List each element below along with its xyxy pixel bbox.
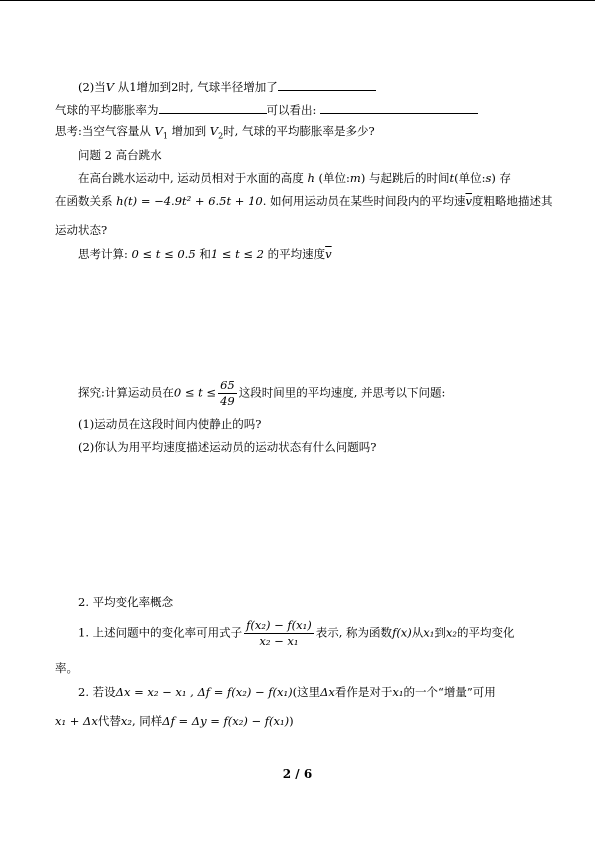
question-2 [78, 439, 376, 455]
text: (这里 [292, 685, 321, 699]
math-var: Δx [320, 685, 335, 699]
math-sub: 2 [218, 131, 224, 141]
math-var: $\overline{v}$ [325, 247, 332, 261]
math-sub: 1 [162, 131, 168, 141]
line-explore [78, 378, 445, 409]
line-think-calc [78, 246, 332, 262]
math-var: V [105, 80, 115, 94]
denominator: x₂ − x₁ [259, 634, 299, 648]
math-formula: Δf = Δy = f(x₂) − f(x₁) [162, 714, 290, 728]
question-1 [78, 416, 261, 432]
line-think-balloon [55, 123, 375, 144]
text: (单位: [454, 171, 486, 185]
line-definition-2 [78, 684, 496, 700]
math-formula: 0 ≤ t ≤ 0.5 [131, 247, 196, 261]
math-formula: Δx = x₂ − x₁ , Δf = f(x₂) − f(x₁) [115, 685, 293, 699]
line-diving-function [55, 193, 553, 209]
math-var: V [209, 124, 219, 138]
text: (1)运动员在这段时间内使静止的吗? [78, 417, 262, 431]
answer-blank-1[interactable] [278, 78, 376, 91]
text: 探究:计算运动员在 [78, 385, 174, 400]
text: (单位: [318, 171, 350, 185]
page-number: 2 / 6 [282, 767, 313, 781]
math-var: x₁ [392, 685, 404, 699]
denominator: 49 [220, 394, 235, 408]
math-formula: 1 ≤ t ≤ 2 [210, 247, 264, 261]
text: 在高台跳水运动中, 运动员相对于水面的高度 [78, 171, 304, 185]
text: 2. 若设 [78, 685, 116, 699]
answer-blank-2[interactable] [159, 101, 267, 114]
problem-2-heading [78, 147, 162, 163]
text: 率。 [55, 661, 78, 675]
top-border-line [0, 0, 595, 1]
math-var: V [154, 124, 163, 138]
math-formula: f(x) [392, 625, 412, 640]
math-var: s [485, 171, 492, 185]
text: (2)当 [78, 80, 106, 94]
math-var: t [449, 171, 455, 185]
fraction-65-49 [218, 378, 237, 409]
text: 到 [434, 625, 446, 640]
numerator: f(x₂) − f(x₁) [246, 618, 312, 632]
text: 的平均速度 [267, 247, 326, 261]
line-definition-1-end [55, 660, 78, 676]
math-var: x₂ [445, 625, 457, 640]
text: ) [289, 714, 294, 728]
math-var: m [349, 171, 361, 185]
text: , 同样 [131, 714, 163, 728]
text: 增加到 [171, 124, 207, 138]
math-var: $\overline{v}$ [465, 194, 473, 208]
text: 在函数关系 [55, 194, 113, 208]
text: 从 [411, 625, 424, 640]
text: 表示, 称为函数 [315, 625, 393, 640]
text: 看作是对于 [334, 685, 393, 699]
line-balloon-radius [78, 78, 376, 95]
math-var: x₂ [120, 714, 132, 728]
text: ) 与起跳后的时间 [360, 171, 450, 185]
text: 可以看出: [266, 103, 317, 117]
text: 度粗略地描述其 [472, 194, 553, 208]
text: 气球的平均膨胀率为 [55, 103, 159, 117]
text: 2. 平均变化率概念 [78, 595, 174, 609]
text: 和 [199, 247, 211, 261]
text: 这段时间里的平均速度, 并思考以下问题: [238, 385, 446, 400]
text: 思考:当空气容量从 [55, 124, 151, 138]
math-var: x₁ [423, 625, 435, 640]
math-formula: x₁ + Δx [55, 714, 98, 728]
math-formula: h(t) = −4.9t² + 6.5t + 10 [116, 194, 263, 208]
text: (2)你认为用平均速度描述运动员的运动状态有什么问题吗? [78, 440, 377, 454]
text: 的平均变化 [457, 625, 515, 640]
line-definition-2-cont [55, 713, 294, 729]
line-motion-state [55, 222, 107, 238]
text: 运动状态? [55, 223, 108, 237]
numerator: 65 [220, 378, 235, 392]
text: 时, 气球的平均膨胀率是多少? [223, 124, 375, 138]
text: . 如何用运动员在某些时间段内的平均速 [262, 194, 466, 208]
line-balloon-rate [55, 101, 478, 118]
section-heading-average-rate [78, 594, 173, 610]
answer-blank-3[interactable] [320, 101, 478, 114]
text: 从1增加到2时, 气球半径增加了 [117, 80, 278, 94]
text: 的一个“增量”可用 [403, 685, 496, 699]
text: 1. 上述问题中的变化率可用式子 [78, 625, 243, 640]
fraction-difference-quotient [244, 618, 314, 649]
text: 代替 [97, 714, 121, 728]
math-formula: 0 ≤ t ≤ [173, 385, 217, 400]
text: 思考计算: [78, 247, 128, 261]
line-definition-1 [78, 618, 515, 649]
text: ) 存 [491, 171, 512, 185]
math-var: h [307, 171, 315, 185]
line-diving-intro [78, 170, 511, 186]
text: 问题 2 高台跳水 [78, 148, 162, 162]
